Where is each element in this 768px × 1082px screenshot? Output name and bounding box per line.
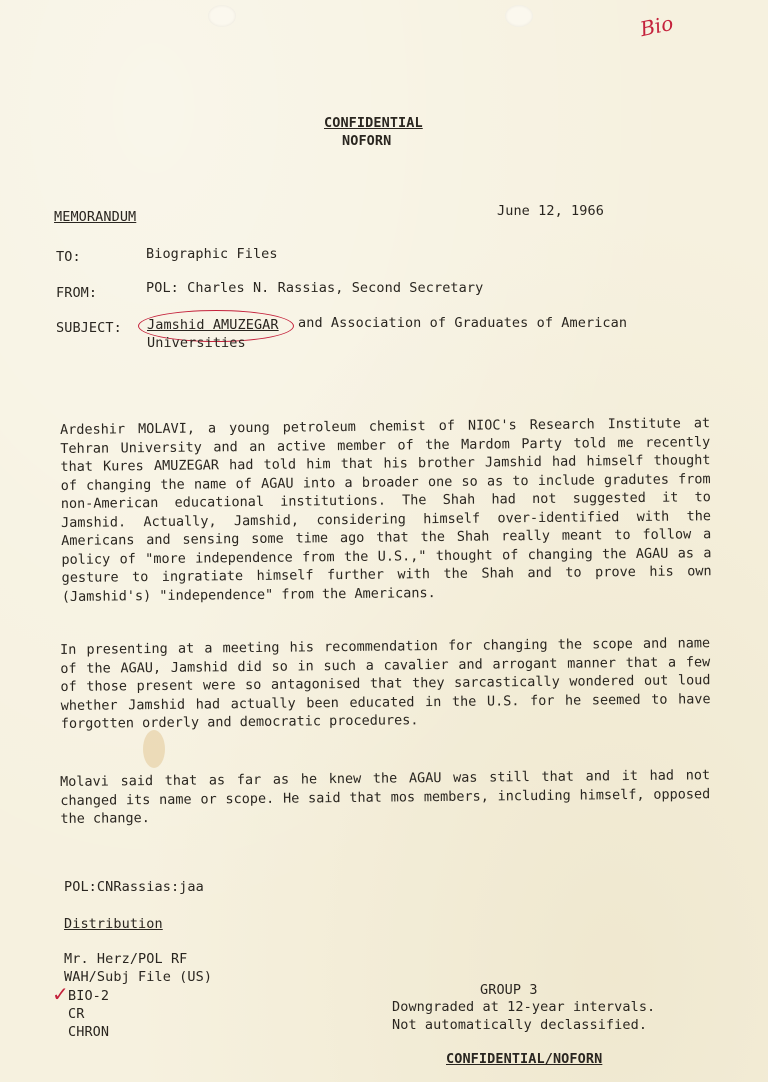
distribution-item: BIO-2 xyxy=(68,988,110,1004)
memo-type: MEMORANDUM xyxy=(54,209,137,225)
drafter-initials: POL:CNRassias:jaa xyxy=(64,879,204,895)
from-value: POL: Charles N. Rassias, Second Secretary xyxy=(146,280,484,296)
classification-bottom: CONFIDENTIAL/NOFORN xyxy=(446,1051,603,1067)
distribution-item: CR xyxy=(68,1006,85,1022)
bio-handwritten-mark: Bio xyxy=(637,10,676,42)
group-label: GROUP 3 xyxy=(480,982,538,998)
punch-hole-right xyxy=(505,5,533,27)
punch-hole-left xyxy=(208,5,236,27)
check-mark-icon: ✓ xyxy=(52,982,69,1006)
body-paragraph-2: In presenting at a meeting his recommendation for changing the scope and name of the AGAU, Jamshid did so in such a cavalier and arrogant manner that a few of those present were so antagonised that they sarcastically wondered out loud whether Jamshid had actually been educated in the U.S. for he seemed to have forgotten orderly and democratic procedures. xyxy=(60,635,711,732)
memo-date: June 12, 1966 xyxy=(497,203,604,219)
classification-top: CONFIDENTIAL xyxy=(324,115,423,131)
subject-name: Jamshid AMUZEGAR xyxy=(147,317,279,333)
distribution-label: Distribution xyxy=(64,916,163,932)
from-label: FROM: xyxy=(56,285,98,301)
to-value: Biographic Files xyxy=(146,246,278,262)
downgrade-line-1: Downgraded at 12-year intervals. xyxy=(392,999,656,1015)
subject-label: SUBJECT: xyxy=(56,320,122,336)
downgrade-line-2: Not automatically declassified. xyxy=(392,1017,648,1033)
subject-rest: and Association of Graduates of American xyxy=(298,315,628,331)
body-paragraph-3: Molavi said that as far as he knew the AGAU was still that and it had not changed its name or scope. He said that mos members, including himself, opposed the change. xyxy=(60,767,711,827)
distribution-item: CHRON xyxy=(68,1024,110,1040)
distribution-item: Mr. Herz/POL RF xyxy=(64,951,188,967)
classification-sub: NOFORN xyxy=(342,133,392,149)
to-label: TO: xyxy=(56,249,81,265)
distribution-item: WAH/Subj File (US) xyxy=(64,969,213,985)
body-paragraph-1: Ardeshir MOLAVI, a young petroleum chemist of NIOC's Research Institute at Tehran University and an active member of the Mardom Party told me recently that Kures AMUZEGAR had told him that his brother Jamshid had himself thought of changing the name of AGAU into a broader one so as to include gradutes from non-American educational institutions. The Shah had not suggested it to Jamshid. Actually, Jamshid, considering himself over-identified with the Americans and sensing some time ago that the Shah really meant to follow a policy of "more independence from the U.S.," thought of changing the AGAU as a gesture to ingratiate himself further with the Shah and to prove his own (Jamshid's) "independence" from the Americans. xyxy=(60,415,712,605)
paper-stain xyxy=(143,730,165,768)
subject-line2: Universities xyxy=(147,335,246,351)
